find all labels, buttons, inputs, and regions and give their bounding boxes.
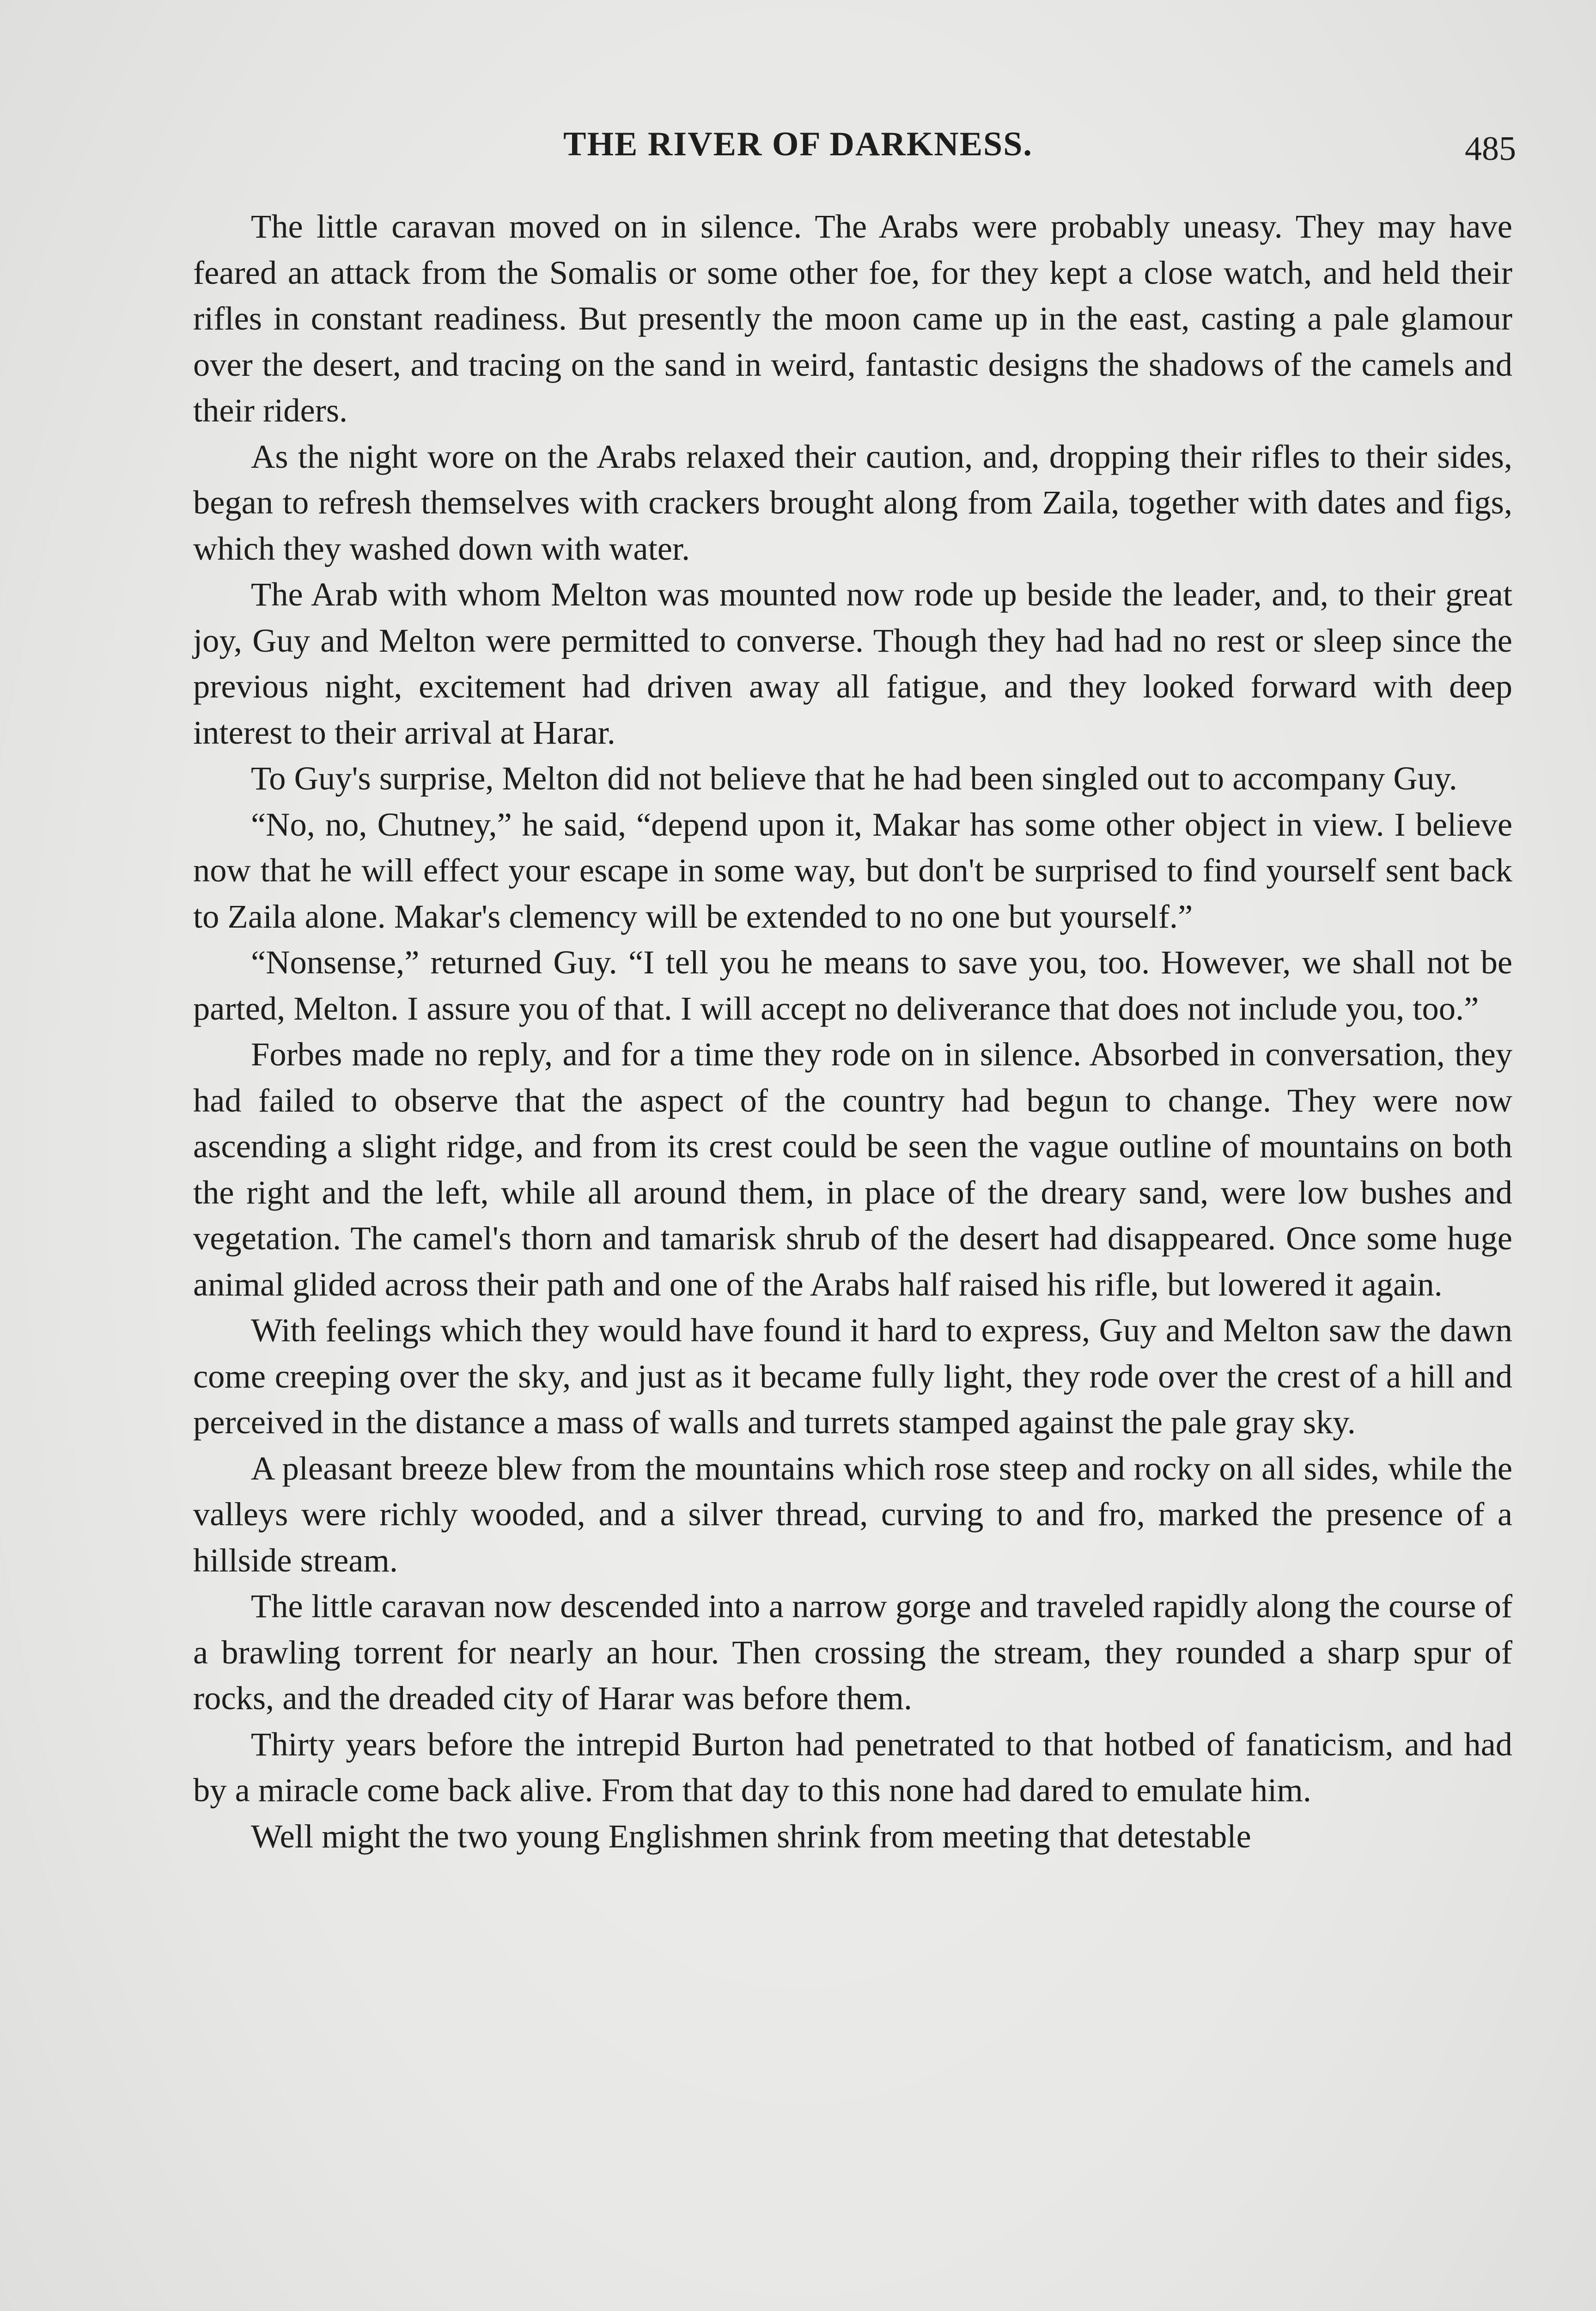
running-title: THE RIVER OF DARKNESS. xyxy=(563,125,1033,163)
paragraph: The little caravan now descended into a narrow gorge and traveled rapidly along the course of a brawling torrent for nearly an hour. Then crossing the stream, they rounded a sharp spur of rocks, and the dreaded city of Harar was before them. xyxy=(193,1587,1512,1717)
paragraph: With feelings which they would have found it hard to express, Guy and Melton saw the dawn come creeping over the sky, and just as it became fully light, they rode over the crest of a hill and perceived in the distance a mass of walls and turrets stamped against the pale gray sky. xyxy=(193,1311,1512,1441)
paragraph: Thirty years before the intrepid Burton had penetrated to that hotbed of fanaticism, and had by a miracle come back alive. From that day to this none had dared to emulate him. xyxy=(193,1725,1512,1809)
paragraph: A pleasant breeze blew from the mountains which rose steep and rocky on all sides, while the valleys were richly wooded, and a silver thread, curving to and fro, marked the presence of a hillside stream. xyxy=(193,1449,1512,1579)
paragraph: The Arab with whom Melton was mounted now rode up beside the leader, and, to their great joy, Guy and Melton were permitted to converse. Though they had had no rest or sleep since the previous night, excitement had driven away all fatigue, and they looked forward with deep interest to their arrival at Harar. xyxy=(193,575,1512,751)
paragraph: Well might the two young Englishmen shrink from meeting that detestable xyxy=(251,1817,1251,1855)
page-number: 485 xyxy=(1465,130,1516,168)
body-text xyxy=(193,203,1512,1859)
paragraph: “Nonsense,” returned Guy. “I tell you he means to save you, too. However, we shall not be parted, Melton. I assure you of that. I will accept no deliverance that does not include you, too.” xyxy=(193,943,1512,1027)
paragraph: The little caravan moved on in silence. The Arabs were probably uneasy. They may have feared an attack from the Somalis or some other foe, for they kept a close watch, and held their rifles in constant readiness. But presently the moon came up in the east, casting a pale glamour over the desert, and tracing on the sand in weird, fantastic designs the shadows of the camels and their riders. xyxy=(193,208,1512,429)
paragraph: Forbes made no reply, and for a time they rode on in silence. Absorbed in conversation, they had failed to observe that the aspect of the country had begun to change. They were now ascending a slight ridge, and from its crest could be seen the vague outline of mountains on both the right and the left, while all around them, in place of the dreary sand, were low bushes and vegetation. The camel's thorn and tamarisk shrub of the desert had disappeared. Once some huge animal glided across their path and one of the Arabs half raised his rifle, but lowered it again. xyxy=(193,1035,1512,1303)
paragraph: As the night wore on the Arabs relaxed their caution, and, dropping their rifles to their sides, began to refresh themselves with crackers brought along from Zaila, together with dates and figs, which they washed down with water. xyxy=(193,437,1512,567)
paragraph: To Guy's surprise, Melton did not believe that he had been singled out to accompany Guy. xyxy=(251,759,1457,797)
paragraph: “No, no, Chutney,” he said, “depend upon it, Makar has some other object in view. I believe now that he will effect your escape in some way, but don't be surprised to find yourself sent back to Zaila alone. Makar's clemency will be extended to no one but yourself.” xyxy=(193,805,1512,935)
